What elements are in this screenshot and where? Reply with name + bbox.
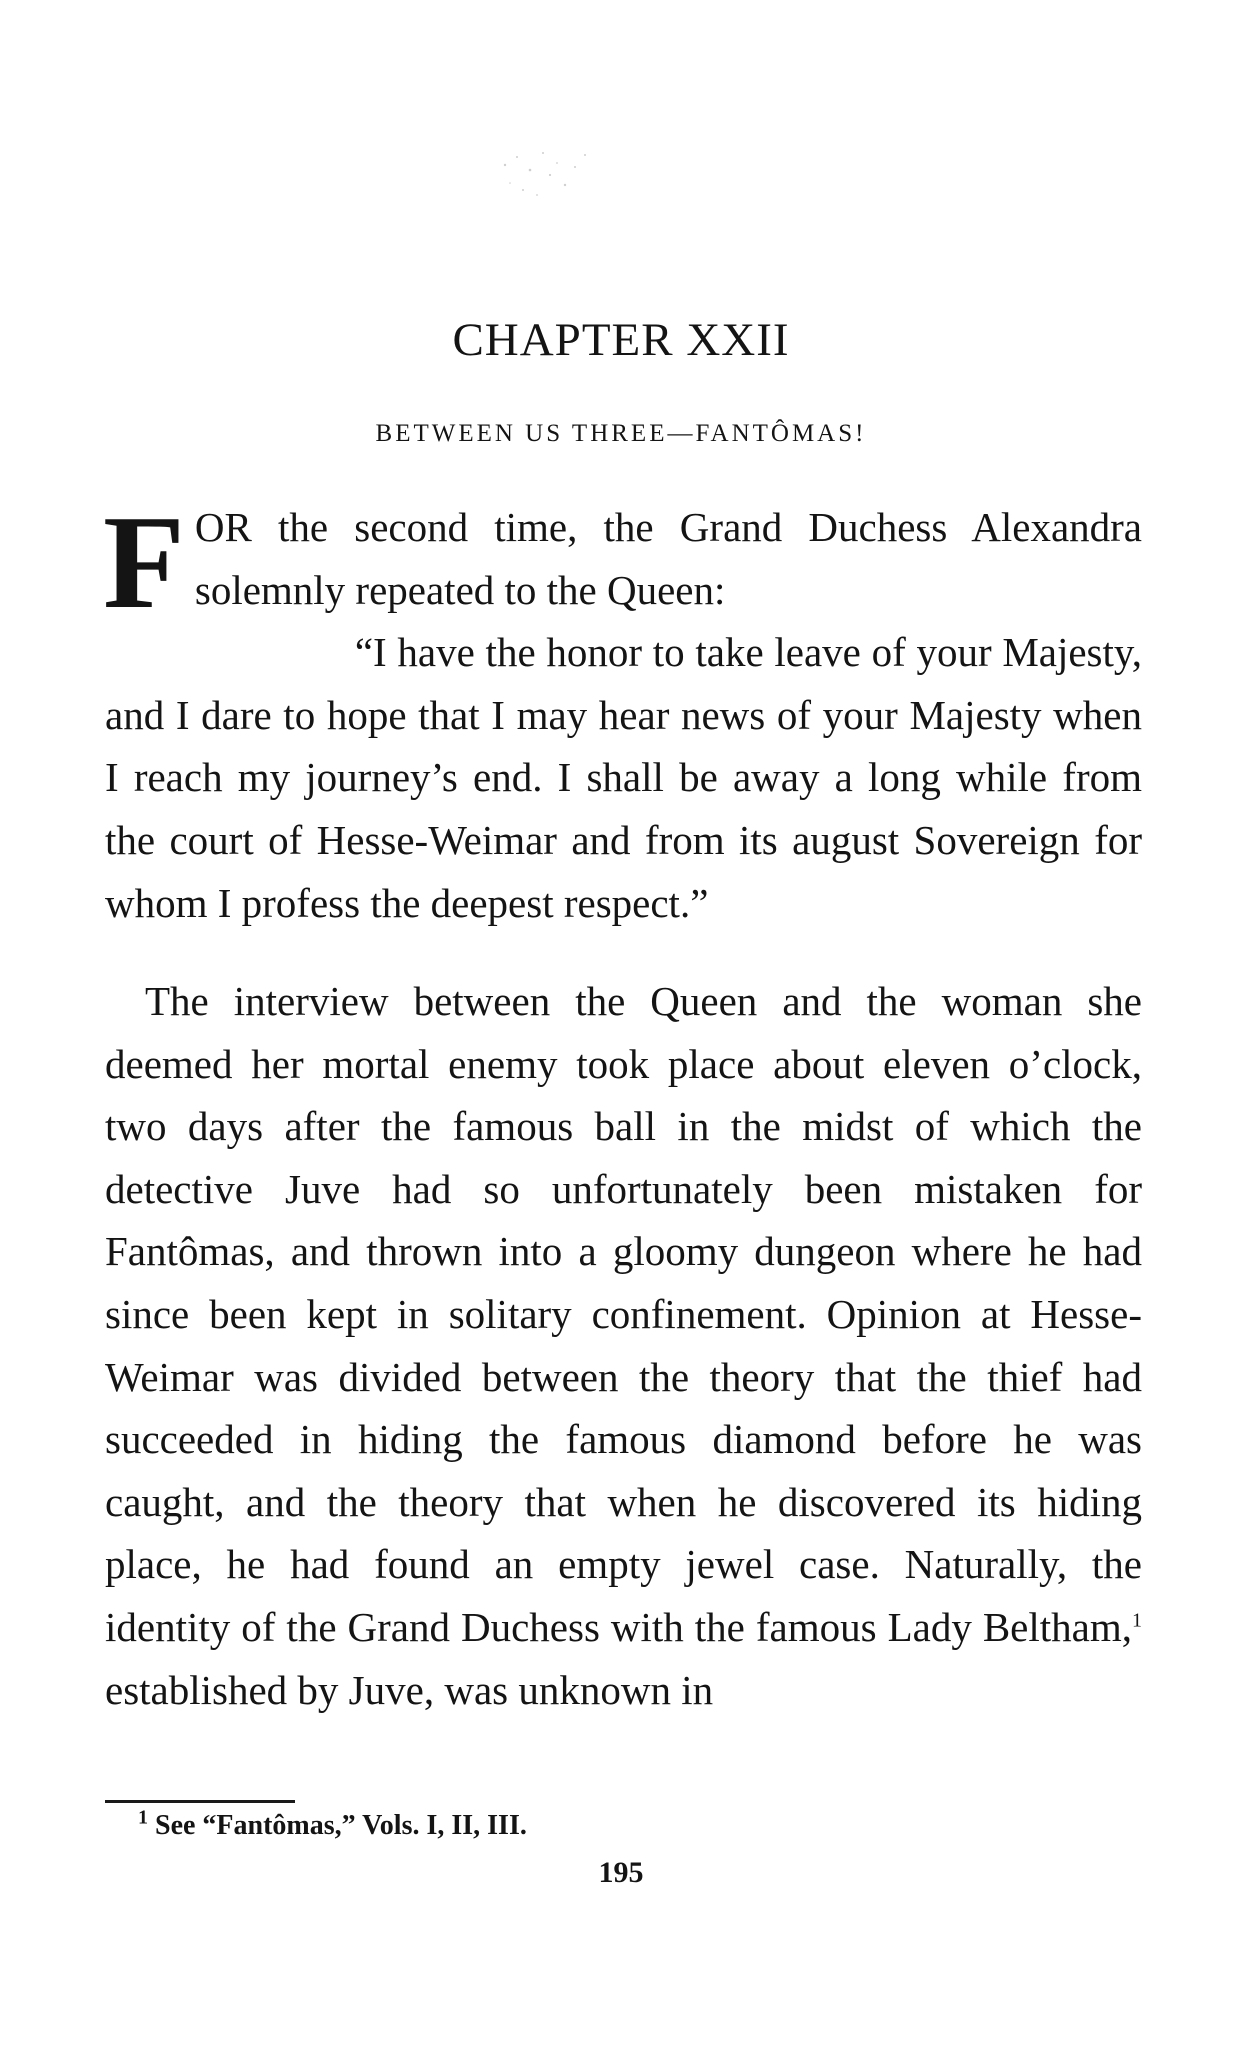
footnote-text: See “Fantômas,” Vols. I, II, III. [155, 1810, 527, 1841]
quote-paragraph [105, 621, 1142, 934]
footnote-mark: 1 [138, 1806, 148, 1829]
opening-text: OR the second time, the Grand Duchess Alexandra solemnly repeated to the Queen: [194, 504, 1142, 613]
opening-paragraph [105, 496, 1142, 621]
drop-cap: F [103, 488, 185, 636]
quote-text: “I have the honor to take leave of your Majesty, and I dare to hope that I may hear news of your Majesty when I reach my journey’s end. I shall be away a long while from the court of Hesse-Weimar and from its august Sovereign for whom I profess the deepest respect.” [105, 629, 1142, 926]
print-speckle-decoration [495, 145, 605, 205]
footnote-reference[interactable]: 1 [1132, 1609, 1142, 1632]
body-text-before-mark: The interview between the Queen and the woman she deemed her mortal enemy took place about eleven o’clock, two days after the famous ball in the midst of which the detective Juve had so unfortunately been mistaken for Fantômas, and thrown into a gloomy dungeon where he had since been kept in solitary confinement. Opinion at Hesse-Weimar was divided between the theory that the thief had succeeded in hiding the famous diamond before he was caught, and the theory that when he discovered its hiding place, he had found an empty jewel case. Naturally, the identity of the Grand Duchess with the famous Lady Beltham, [105, 978, 1142, 1650]
body-section [105, 970, 1142, 1721]
page-number: 195 [598, 1856, 644, 1889]
footnote-divider [105, 1800, 295, 1803]
body-text-after-mark: established by Juve, was unknown in [105, 1666, 714, 1713]
footnote [138, 1808, 527, 1844]
chapter-title: CHAPTER XXII [452, 314, 790, 366]
opening-section [103, 488, 1142, 934]
chapter-subtitle: BETWEEN US THREE—FANTÔMAS! [375, 420, 867, 447]
body-paragraph [105, 970, 1142, 1721]
